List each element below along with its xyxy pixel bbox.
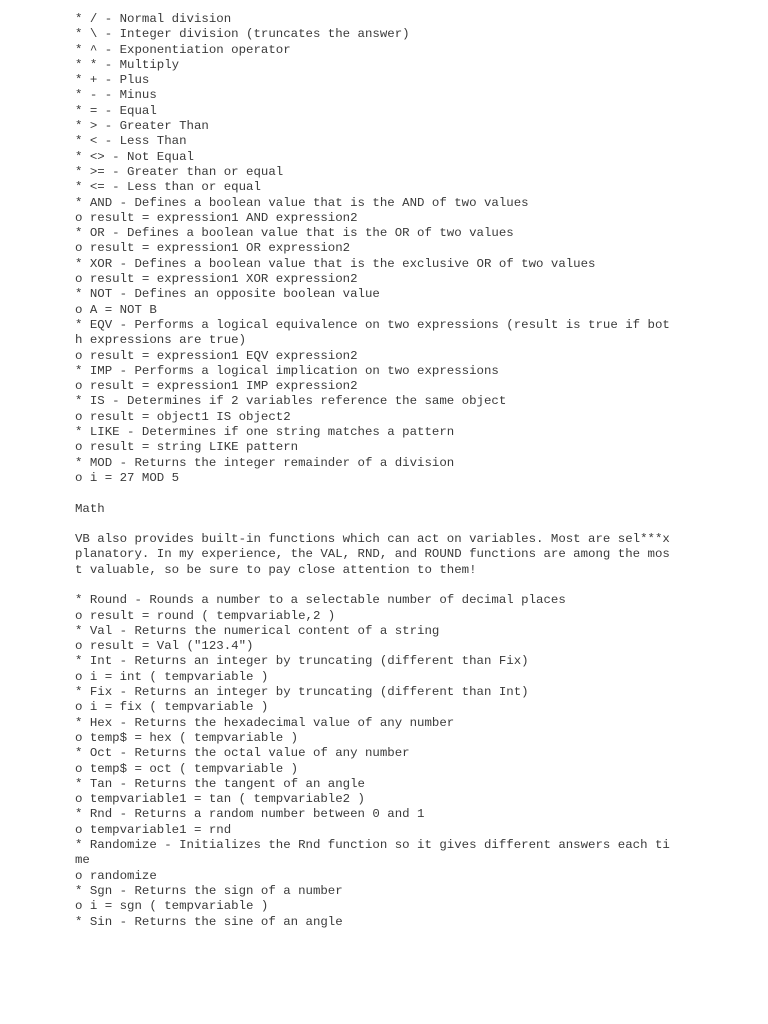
text-line: * IMP - Performs a logical implication on two expressions	[75, 363, 499, 378]
text-line: * AND - Defines a boolean value that is the AND of two values	[75, 195, 529, 210]
text-line: * > - Greater Than	[75, 119, 209, 134]
text-line: * = - Equal	[75, 103, 157, 118]
text-line: * Sin - Returns the sine of an angle	[75, 914, 343, 929]
text-line: o result = round ( tempvariable,2 )	[75, 608, 336, 623]
spacer	[75, 517, 755, 532]
math-heading: Math	[75, 501, 105, 516]
text-line: o randomize	[75, 868, 157, 883]
text-line: * MOD - Returns the integer remainder of a division	[75, 455, 455, 470]
text-line: * IS - Determines if 2 variables reference the same object	[75, 394, 507, 409]
spacer	[75, 486, 755, 501]
text-line: * Val - Returns the numerical content of a string	[75, 623, 440, 638]
text-line: * * - Multiply	[75, 57, 180, 72]
text-line: o temp$ = hex ( tempvariable )	[75, 730, 299, 745]
text-line: o tempvariable1 = rnd	[75, 822, 232, 837]
text-line: o i = int ( tempvariable )	[75, 669, 269, 684]
text-line: o result = expression1 EQV expression2	[75, 348, 358, 363]
text-line: VB also provides built-in functions which can act on variables. Most are sel***x	[75, 532, 670, 547]
text-line: * Sgn - Returns the sign of a number	[75, 883, 343, 898]
text-line: * OR - Defines a boolean value that is the OR of two values	[75, 226, 514, 241]
text-line: * ^ - Exponentiation operator	[75, 42, 291, 57]
text-line: o tempvariable1 = tan ( tempvariable2 )	[75, 792, 365, 807]
text-line: * Tan - Returns the tangent of an angle	[75, 776, 365, 791]
text-line: me	[75, 853, 90, 868]
text-line: t valuable, so be sure to pay close attention to them!	[75, 562, 477, 577]
text-line: * Randomize - Initializes the Rnd function so it gives different answers each ti	[75, 838, 670, 853]
text-line: o result = expression1 IMP expression2	[75, 379, 358, 394]
operators-list	[75, 12, 755, 486]
text-line: * >= - Greater than or equal	[75, 164, 284, 179]
functions-list	[75, 593, 755, 930]
text-line: * Rnd - Returns a random number between 0 and 1	[75, 807, 425, 822]
text-line: * XOR - Defines a boolean value that is the exclusive OR of two values	[75, 256, 596, 271]
text-line: o temp$ = oct ( tempvariable )	[75, 761, 299, 776]
text-line: * Oct - Returns the octal value of any number	[75, 746, 410, 761]
text-line: o A = NOT B	[75, 302, 157, 317]
text-line: * - - Minus	[75, 88, 157, 103]
text-line: * NOT - Defines an opposite boolean value	[75, 287, 380, 302]
text-line: o result = expression1 XOR expression2	[75, 272, 358, 287]
text-line: o result = string LIKE pattern	[75, 440, 299, 455]
text-line: * <= - Less than or equal	[75, 180, 261, 195]
text-line: * Fix - Returns an integer by truncating (different than Int)	[75, 685, 529, 700]
text-line: * \ - Integer division (truncates the answer)	[75, 27, 410, 42]
text-line: o i = sgn ( tempvariable )	[75, 899, 269, 914]
text-line: planatory. In my experience, the VAL, RND, and ROUND functions are among the mos	[75, 547, 670, 562]
text-line: o result = expression1 OR expression2	[75, 241, 351, 256]
text-line: * Int - Returns an integer by truncating (different than Fix)	[75, 654, 529, 669]
text-line: o i = fix ( tempvariable )	[75, 700, 269, 715]
text-line: o result = expression1 AND expression2	[75, 210, 358, 225]
text-line: * Round - Rounds a number to a selectable number of decimal places	[75, 593, 566, 608]
text-line: h expressions are true)	[75, 333, 247, 348]
document-page	[75, 12, 755, 930]
text-line: * Hex - Returns the hexadecimal value of any number	[75, 715, 455, 730]
intro-paragraph	[75, 532, 755, 578]
text-line: * / - Normal division	[75, 12, 232, 26]
text-line: o result = object1 IS object2	[75, 409, 291, 424]
text-line: o i = 27 MOD 5	[75, 470, 180, 485]
text-line: * <> - Not Equal	[75, 149, 194, 164]
text-line: o result = Val ("123.4")	[75, 639, 254, 654]
text-line: * + - Plus	[75, 73, 150, 88]
spacer	[75, 578, 755, 593]
text-line: * EQV - Performs a logical equivalence on two expressions (result is true if bot	[75, 317, 670, 332]
text-line: * < - Less Than	[75, 134, 187, 149]
text-line: * LIKE - Determines if one string matches a pattern	[75, 425, 455, 440]
